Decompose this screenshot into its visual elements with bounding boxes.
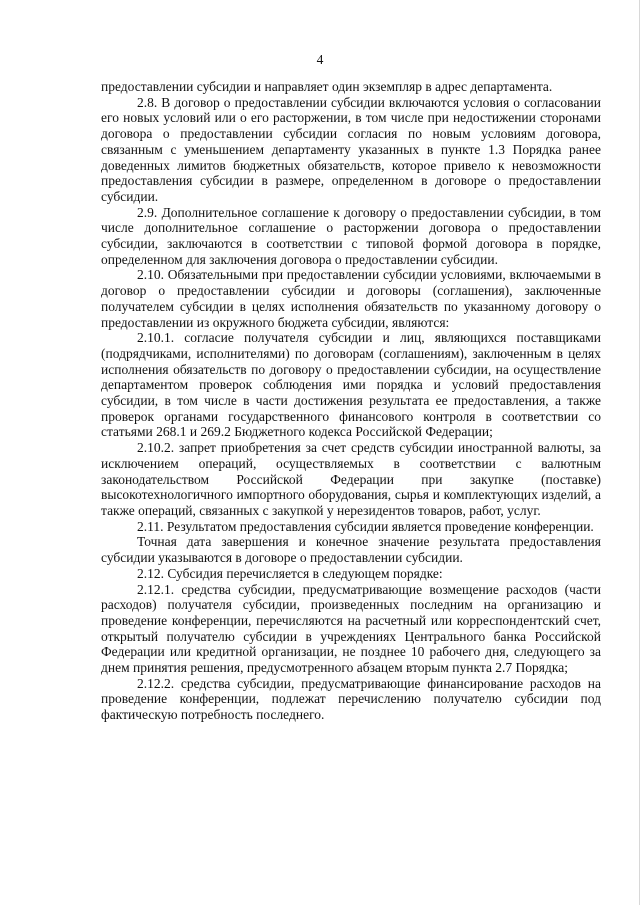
page-number: 4 [316, 52, 324, 67]
paragraph-result-date: Точная дата завершения и конечное значение результата предоставления субсидии указываются в договоре о предоставлении субсидии. [101, 534, 601, 566]
document-body [101, 79, 601, 723]
paragraph-continuation: предоставлении субсидии и направляет один экземпляр в адрес департамента. [101, 79, 553, 94]
paragraph-2-8: 2.8. В договор о предоставлении субсидии включаются условия о согласовании его новых условий или о его расторжении, в том числе при недостижении сторонами договора о предоставлении субсидии согласия по новым условиям договора, связанным с уменьшением департаменту указанных в пункте 1.3 Порядка ранее доведенных лимитов бюджетных обязательств, которое привело к невозможности предоставления субсидии в размере, определенном в договоре о предоставлении субсидии. [101, 94, 601, 204]
paragraph-2-12: 2.12. Субсидия перечисляется в следующем порядке: [137, 565, 443, 581]
paragraph-2-10: 2.10. Обязательными при предоставлении субсидии условиями, включаемыми в договор о предоставлении субсидии и договоры (соглашения), заключенные получателем субсидии в целях исполнения обязательств по указанному договору о предоставлении из окружного бюджета субсидии, являются: [101, 267, 601, 330]
paragraph-2-9: 2.9. Дополнительное соглашение к договору о предоставлении субсидии, в том числе дополнительное соглашение о расторжении договора о предоставлении субсидии, заключаются в соответствии с типовой формой договора в порядке, определенном для заключения договора о предоставлении субсидии. [101, 204, 601, 267]
paragraph-2-10-2: 2.10.2. запрет приобретения за счет средств субсидии иностранной валюты, за исключением операций, осуществляемых в соответствии с валютным законодательством Российской Федерации при закупке (поставке) высокотехнологичного импортного оборудования, сырья и комплектующих изделий, а также операций, связанных с закупкой у нерезидентов товаров, работ, услуг. [101, 440, 601, 518]
paragraph-2-11: 2.11. Результатом предоставления субсидии является проведение конференции. [137, 518, 594, 534]
paragraph-2-10-1: 2.10.1. согласие получателя субсидии и лиц, являющихся поставщиками (подрядчиками, исполнителями) по договорам (соглашениям), заключенным в целях исполнения обязательств по договору о предоставлении субсидии, на осуществление департаментом проверок соблюдения ими порядка и условий предоставления субсидии, в том числе в части достижения результата ее предоставления, а также проверок органами государственного финансового контроля в соответствии со статьями 268.1 и 269.2 Бюджетного кодекса Российской Федерации; [101, 330, 601, 440]
paragraph-2-12-1: 2.12.1. средства субсидии, предусматривающие возмещение расходов (части расходов) получателя субсидии, произведенных последним на организацию и проведение конференции, перечисляются на расчетный или корреспондентский счет, открытый получателю субсидии в учреждениях Центрального банка Российской Федерации или кредитной организации, не позднее 10 рабочего дня, следующего за днем принятия решения, предусмотренного абзацем вторым пункта 2.7 Порядка; [101, 581, 601, 676]
paragraph-2-12-2: 2.12.2. средства субсидии, предусматривающие финансирование расходов на проведение конференции, подлежат перечислению получателю субсидии под фактическую потребность последнего. [101, 675, 601, 723]
